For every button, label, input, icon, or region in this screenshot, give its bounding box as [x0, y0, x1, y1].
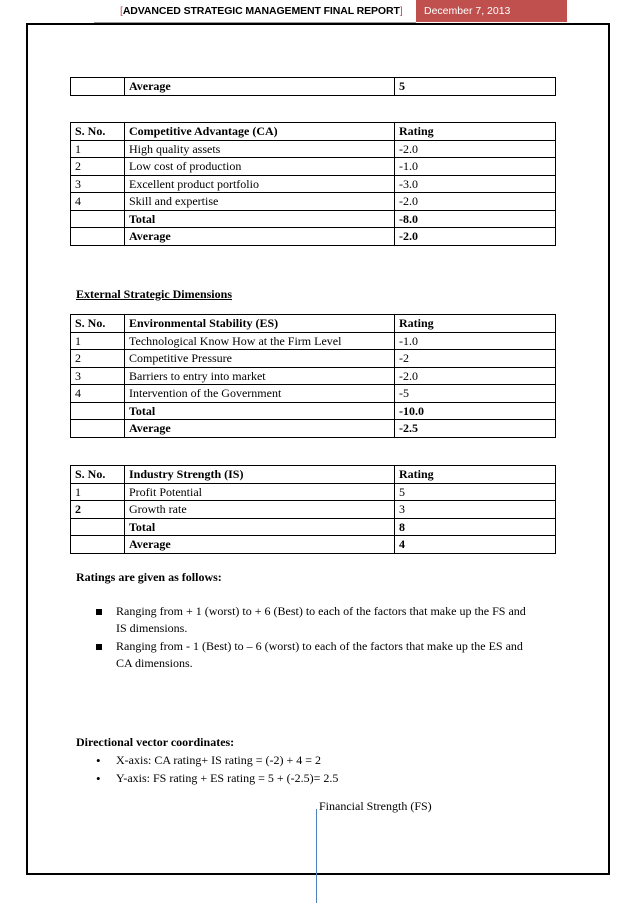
table-cell — [71, 536, 125, 554]
fs-axis-label: Financial Strength (FS) — [319, 799, 432, 813]
round-bullet-icon: • — [96, 753, 101, 768]
table-cell: Intervention of the Government — [125, 385, 395, 403]
table-cell: -10.0 — [395, 402, 556, 420]
bullet-line: X-axis: CA rating+ IS rating = (-2) + 4 = 2 — [116, 753, 322, 767]
table-cell: -1.0 — [395, 332, 556, 350]
table-cell: -2.0 — [395, 367, 556, 385]
table-average-row — [71, 536, 556, 554]
table-header-row — [71, 466, 556, 484]
table-cell: -1.0 — [395, 158, 556, 176]
table-cell: Profit Potential — [125, 483, 395, 501]
table-row — [71, 350, 556, 368]
bullet-line: Y-axis: FS rating + ES rating = 5 + (-2.5)= 2.5 — [116, 771, 339, 785]
table-cell: -2.0 — [395, 228, 556, 246]
ratings-heading: Ratings are given as follows: — [76, 570, 222, 584]
table-total-row — [71, 210, 556, 228]
table-cell — [71, 78, 125, 96]
table-header-cell: Rating — [395, 466, 556, 484]
table-row — [71, 332, 556, 350]
list-item — [96, 770, 496, 787]
fs-average-table — [70, 77, 556, 96]
round-bullet-icon: • — [96, 771, 101, 786]
table-cell: 4 — [71, 385, 125, 403]
report-date: December 7, 2013 — [416, 0, 567, 22]
table-cell: Total — [125, 402, 395, 420]
bracket-open: [ — [120, 5, 123, 17]
table-cell: Total — [125, 518, 395, 536]
table-cell: 2 — [71, 158, 125, 176]
table-average-row — [71, 420, 556, 438]
table-cell: -2.0 — [395, 193, 556, 211]
external-heading: External Strategic Dimensions — [76, 287, 232, 301]
table-cell: 4 — [71, 193, 125, 211]
table-header-cell: Competitive Advantage (CA) — [125, 123, 395, 141]
table-cell: Low cost of production — [125, 158, 395, 176]
table-cell: Average — [125, 78, 395, 96]
table-cell — [71, 210, 125, 228]
table-cell: Average — [125, 228, 395, 246]
table-cell: 5 — [395, 78, 556, 96]
table-cell: -2 — [395, 350, 556, 368]
table-cell: 2 — [71, 350, 125, 368]
table-header-cell: S. No. — [71, 123, 125, 141]
table-cell: Average — [125, 420, 395, 438]
table-cell — [71, 420, 125, 438]
table-cell — [71, 402, 125, 420]
table-cell: Total — [125, 210, 395, 228]
table-cell: 2 — [71, 501, 125, 519]
table-header-cell: S. No. — [71, 315, 125, 333]
list-item — [96, 752, 496, 769]
table-row — [71, 483, 556, 501]
list-item — [96, 603, 566, 637]
report-title-text: ADVANCED STRATEGIC MANAGEMENT FINAL REPORT — [122, 5, 400, 17]
table-cell: Competitive Pressure — [125, 350, 395, 368]
bullet-line: IS dimensions. — [116, 621, 188, 635]
table-cell: High quality assets — [125, 140, 395, 158]
table-cell: -2.0 — [395, 140, 556, 158]
table-header-cell: Industry Strength (IS) — [125, 466, 395, 484]
table-header-row — [71, 315, 556, 333]
table-cell: 3 — [71, 367, 125, 385]
table-row — [71, 158, 556, 176]
table-cell: Barriers to entry into market — [125, 367, 395, 385]
bullet-line: Ranging from + 1 (worst) to + 6 (Best) to each of the factors that make up the FS and — [116, 604, 526, 618]
table-cell: 3 — [71, 175, 125, 193]
table-cell: -3.0 — [395, 175, 556, 193]
table-header-cell: Rating — [395, 315, 556, 333]
table-total-row — [71, 518, 556, 536]
table-cell: 1 — [71, 483, 125, 501]
square-bullet-icon — [96, 644, 102, 650]
table-cell: -8.0 — [395, 210, 556, 228]
square-bullet-icon — [96, 609, 102, 615]
fs-axis-line — [316, 809, 317, 903]
table-row — [71, 385, 556, 403]
table-cell: 8 — [395, 518, 556, 536]
table-cell: 1 — [71, 332, 125, 350]
table-row — [71, 193, 556, 211]
table-cell — [71, 228, 125, 246]
table-average-row — [71, 228, 556, 246]
table-cell: 5 — [395, 483, 556, 501]
table-cell: Excellent product portfolio — [125, 175, 395, 193]
vector-heading: Directional vector coordinates: — [76, 735, 235, 749]
table-header-cell: S. No. — [71, 466, 125, 484]
table-row — [71, 501, 556, 519]
es-table — [70, 314, 556, 438]
bracket-close: ] — [399, 5, 403, 17]
table-row — [71, 367, 556, 385]
table-cell: -2.5 — [395, 420, 556, 438]
table-header-row — [71, 123, 556, 141]
table-row — [71, 140, 556, 158]
table-cell: -5 — [395, 385, 556, 403]
table-total-row — [71, 402, 556, 420]
list-item — [96, 638, 566, 672]
table-cell: 1 — [71, 140, 125, 158]
table-row — [71, 78, 556, 96]
table-cell: Skill and expertise — [125, 193, 395, 211]
bullet-line: CA dimensions. — [116, 656, 193, 670]
table-cell — [71, 518, 125, 536]
report-title — [120, 5, 403, 17]
table-header-cell: Environmental Stability (ES) — [125, 315, 395, 333]
table-header-cell: Rating — [395, 123, 556, 141]
ca-table — [70, 122, 556, 246]
table-row — [71, 175, 556, 193]
is-table — [70, 465, 556, 554]
table-cell: 4 — [395, 536, 556, 554]
table-cell: Average — [125, 536, 395, 554]
table-cell: Technological Know How at the Firm Level — [125, 332, 395, 350]
table-cell: 3 — [395, 501, 556, 519]
bullet-line: Ranging from - 1 (Best) to – 6 (worst) to each of the factors that make up the ES and — [116, 639, 523, 653]
table-cell: Growth rate — [125, 501, 395, 519]
